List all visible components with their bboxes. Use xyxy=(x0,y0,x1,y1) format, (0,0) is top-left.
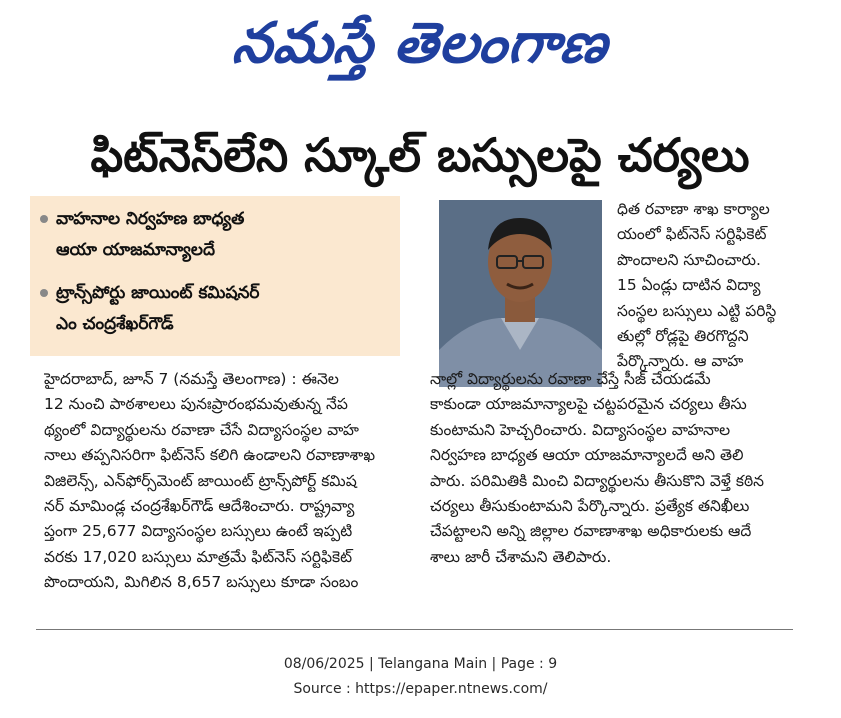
article-line: యంలో ఫిట్‌నెస్ సర్టిఫికెట్ xyxy=(617,225,767,244)
article-line: విజిలెన్స్, ఎన్‌ఫోర్స్‌మెంట్ జాయింట్ ట్రాన్స్‌పోర్ట్ కమిష xyxy=(44,471,357,490)
article-line: థ్యంలో విద్యార్థులను రవాణా చేసే విద్యాసంస్థల వాహ xyxy=(44,420,359,439)
article-column-right-top xyxy=(617,197,793,375)
highlight-line: వాహనాల నిర్వహణ బాధ్యత xyxy=(56,209,245,229)
article-line: సంస్థల బస్సులు ఎట్టి పరిస్థి xyxy=(617,301,777,320)
article-line: కాకుండా యాజమాన్యాలపై చట్టపరమైన చర్యలు తీసు xyxy=(430,395,747,414)
article-line: హైదరాబాద్, జూన్ 7 (నమస్తే తెలంగాణ) : ఈనెల xyxy=(44,370,339,388)
article-line: పొందాలని సూచించారు. xyxy=(617,250,761,269)
article-line: నాలు తప్పనిసరిగా ఫిట్‌నెస్ కలిగి ఉండాలని రవాణాశాఖ xyxy=(44,446,376,465)
highlight-item xyxy=(40,204,395,266)
article-line: నిర్వహణ బాధ్యత ఆయా యాజమాన్యాలదే అని తెలి xyxy=(430,446,744,465)
bullet-icon xyxy=(40,215,48,223)
article-line: ప్తంగా 25,677 విద్యాసంస్థల బస్సులు ఉంటే ఇప్పటి xyxy=(44,522,353,541)
article-line: ధిత రవాణా శాఖ కార్యాల xyxy=(617,200,770,218)
bullet-icon xyxy=(40,289,48,297)
article-line: శాలు జారీ చేశామని తెలిపారు. xyxy=(430,547,612,566)
highlight-item xyxy=(40,278,395,340)
footer-edition-info: 08/06/2025 | Telangana Main | Page : 9 xyxy=(283,656,558,672)
article-headline: ఫిట్‌నెస్‌లేని స్కూల్ బస్సులపై చర్యలు xyxy=(90,128,750,182)
article-line: 12 నుంచి పాఠశాలలు పునఃప్రారంభమవుతున్న నేప xyxy=(44,395,348,414)
commissioner-photo xyxy=(439,200,602,387)
article-column-left xyxy=(44,367,400,596)
article-line: పారు. పరిమితికి మించి విద్యార్థులను తీసుకొని వెళ్తే కఠిన xyxy=(430,471,765,490)
footer-source-link[interactable]: Source : https://epaper.ntnews.com/ xyxy=(293,681,548,697)
article-line: పేర్కొన్నారు. ఆ వాహ xyxy=(617,352,744,371)
article-line: నర్ మామిండ్ల చంద్రశేఖర్‌గౌడ్ ఆదేశించారు. రాష్ట్రవ్యా xyxy=(44,496,355,515)
newspaper-masthead: నమస్తే తెలంగాణ xyxy=(229,11,612,76)
article-line: పొందాయని, మిగిలిన 8,657 బస్సులు కూడా సంబం xyxy=(44,573,359,592)
article-line: తుల్లో రోడ్లపై తిరగొద్దని xyxy=(617,326,749,345)
article-line: వరకు 17,020 బస్సులు మాత్రమే ఫిట్‌నెస్ సర్టిఫికెట్ xyxy=(44,547,353,566)
highlights-box xyxy=(30,196,400,356)
portrait-image xyxy=(439,200,602,387)
highlight-line: ఎం చంద్రశేఖర్‌గౌడ్ xyxy=(56,314,174,334)
article-line: 15 ఏండ్లు దాటిన విద్యా xyxy=(617,276,761,295)
highlight-line: ట్రాన్స్‌పోర్టు జాయింట్ కమిషనర్ xyxy=(56,283,260,303)
footer-divider xyxy=(36,629,793,630)
article-line: నాల్లో విద్యార్థులను రవాణా చేస్తే సీజ్ చేయడమే xyxy=(430,370,711,388)
highlight-line: ఆయా యాజమాన్యాలదే xyxy=(56,240,215,260)
article-line: కుంటామని హెచ్చరించారు. విద్యాసంస్థల వాహనాల xyxy=(430,420,731,439)
article-line: చర్యలు తీసుకుంటామని పేర్కొన్నారు. ప్రత్యేక తనిఖీలు xyxy=(430,496,750,515)
article-line: చేపట్టాలని అన్ని జిల్లాల రవాణాశాఖ అధికారులకు ఆదే xyxy=(430,522,752,541)
article-column-right-bottom xyxy=(430,367,794,570)
